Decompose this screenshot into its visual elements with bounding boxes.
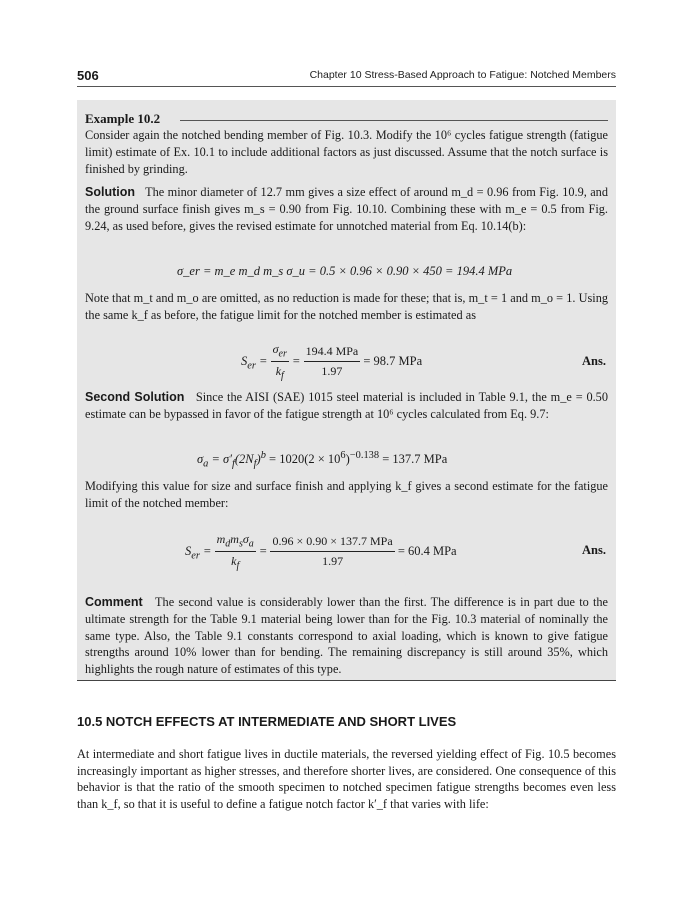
eq4-result: = 60.4 MPa [397,543,457,558]
answer-1-label: Ans. [582,354,606,368]
running-head: Chapter 10 Stress-Based Approach to Fatigue: Notched Members [309,69,616,81]
eq4-denominator: 1.97 [322,554,344,569]
eq4-numerator: 0.96 × 0.90 × 137.7 MPa [270,534,394,552]
example-title-row [85,110,608,126]
problem-statement: Consider again the notched bending member of Fig. 10.3. Modify the 10⁶ cycles fatigue strength (fatigue limit) estimate of Ex. 10.1 to include additional factors as just discussed. Assume that the notch surface is finished by grinding. [85,128,608,176]
example-box [77,100,616,681]
eq2-numeric-fraction [304,344,361,379]
section-body: At intermediate and short fatigue lives in ductile materials, the reversed yielding effect of Fig. 10.5 becomes increasingly important as higher stresses, and therefore shorter lives, are considered. One consequence of this behavior is that the ratio of the smooth specimen to notched specimen fatigue strengths becomes even less than k_f, so that it is useful to define a fatigue notch factor k′_f that varies with life: [77,747,616,811]
comment-text: The second value is considerably lower than the first. The difference is in part due to the ultimate strength for the Table 9.1 material being lower than for the Fig. 10.3 material of nominally the same type. Also, the Table 9.1 constants correspond to axial loading, which is known to give fatigue strengths around 10% lower than for bending. The remaining discrepancy is still around 35%, which highlights the rough nature of estimates of this type. [85,595,608,677]
page-header [77,66,616,87]
modify-paragraph: Modifying this value for size and surface finish and applying k_f gives a second estimate for the fatigue limit of the notched member: [85,479,608,510]
eq2-symbolic-fraction: $\frac{\sigma_{er}}{k_f}$ [272,342,287,382]
equation-3: $\sigma_a = \sigma'_f(2N_f)^b = 1020(2 \times 10^6)^{-0.138} = 137.7$ MPa [197,450,448,470]
example-title: Example 10.2 [85,111,168,126]
eq3-coefficient: = 1020(2 × 10 [269,452,341,467]
eq4-symbolic-fraction: $\frac{m_dm_s\sigma_a}{k_f}$ [216,532,254,572]
eq4-numeric-fraction [270,534,394,569]
note-paragraph: Note that m_t and m_o are omitted, as no reduction is made for these; that is, m_t = 1 and m_o = 1. Using the same k_f as before, the fatigue limit for the notched member is estimated as [85,291,608,322]
eq3-result: = 137.7 MPa [382,452,448,467]
solution-text: The minor diameter of 12.7 mm gives a size effect of around m_d = 0.96 from Fig. 10.9, and the ground surface finish gives m_s = 0.90 from Fig. 10.10. Combining these with m_e = 0.5 from Fig. 9.24, as used before, gives the revised estimate for unnotched material from Eq. 10.14(b): [85,185,608,233]
eq2-numerator: 194.4 MPa [304,344,361,362]
equation-1: σ_er = m_e m_d m_s σ_u = 0.5 × 0.96 × 0.90 × 450 = 194.4 MPa [177,264,513,278]
eq2-result: = 98.7 MPa [363,353,423,368]
equation-2: $S_{er}$ = $\frac{\sigma_{er}}{k_f}$ = $\frac{\text{194.4 MPa}}{1.97}$ = 98.7 MPa [241,342,423,382]
page-number: 506 [77,68,99,83]
solution-label: Solution [85,185,135,199]
comment-paragraph [85,594,608,678]
second-solution-label: Second Solution [85,390,185,404]
second-solution-text: Since the AISI (SAE) 1015 steel material is included in Table 9.1, the m_e = 0.50 estimate can be bypassed in favor of the fatigue strength at 10⁶ cycles calculated from Eq. 9.7: [85,390,608,421]
eq3-exponent: −0.138 [349,450,380,461]
solution-paragraph [85,184,608,234]
title-rule [180,120,608,121]
eq2-denominator: 1.97 [321,364,343,379]
equation-4: $S_{er}$ = $\frac{m_dm_s\sigma_a}{k_f}$ = $\frac{\text{0.96 × 0.90 × 137.7 MPa}}{1.97}$ = 60.4 MPa [185,532,457,572]
answer-2-label: Ans. [582,543,606,557]
second-solution-paragraph [85,389,608,423]
section-title: 10.5 NOTCH EFFECTS AT INTERMEDIATE AND SHORT LIVES [77,714,457,729]
comment-label: Comment [85,595,143,609]
